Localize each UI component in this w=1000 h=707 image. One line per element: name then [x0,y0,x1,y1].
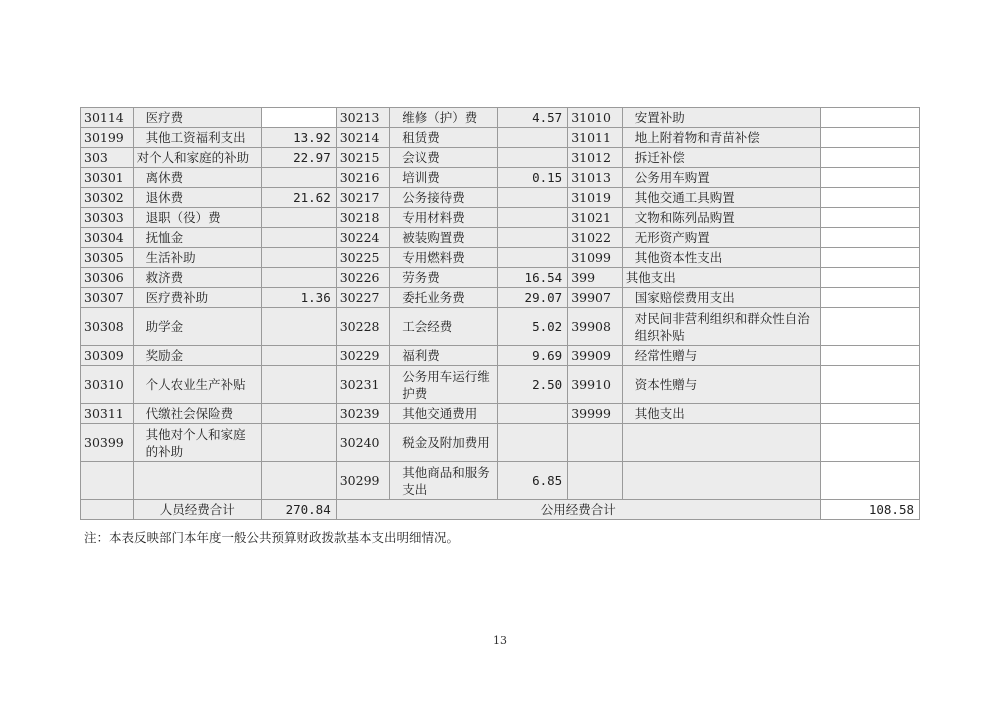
cell-amount-c [820,462,919,500]
expenditure-detail-table [80,107,920,520]
cell-amount-a [261,424,336,462]
cell-code-a: 30399 [81,424,134,462]
cell-item-c: 拆迁补偿 [622,148,820,168]
cell-item-b: 委托业务费 [390,288,498,308]
table-row [81,108,920,128]
cell-code-b: 30215 [336,148,390,168]
cell-amount-b [498,148,568,168]
cell-item-a: 代缴社会保险费 [133,404,261,424]
cell-item-c: 文物和陈列品购置 [622,208,820,228]
cell-item-a: 救济费 [133,268,261,288]
cell-code-c: 31099 [568,248,623,268]
cell-amount-c [820,168,919,188]
cell-code-c: 39909 [568,346,623,366]
cell-amount-b: 0.15 [498,168,568,188]
cell-item-b: 专用燃料费 [390,248,498,268]
cell-amount-b: 9.69 [498,346,568,366]
cell-amount-a [261,404,336,424]
table-row [81,248,920,268]
cell-item-a: 对个人和家庭的补助 [133,148,261,168]
cell-amount-a: 22.97 [261,148,336,168]
cell-item-b: 税金及附加费用 [390,424,498,462]
personnel-total-label: 人员经费合计 [133,500,261,520]
cell-code-c: 31019 [568,188,623,208]
totals-blank [81,500,134,520]
cell-amount-a [261,366,336,404]
cell-item-b: 劳务费 [390,268,498,288]
cell-amount-a [261,168,336,188]
cell-item-b: 被装购置费 [390,228,498,248]
cell-item-b: 专用材料费 [390,208,498,228]
cell-code-c: 39999 [568,404,623,424]
table-row [81,188,920,208]
cell-item-c: 其他支出 [622,268,820,288]
cell-code-a [81,462,134,500]
table-body [81,108,920,500]
table-row [81,228,920,248]
cell-item-a: 个人农业生产补贴 [133,366,261,404]
table-row [81,404,920,424]
cell-amount-b: 16.54 [498,268,568,288]
cell-code-b: 30226 [336,268,390,288]
table-row [81,462,920,500]
cell-item-c: 公务用车购置 [622,168,820,188]
cell-code-c [568,462,623,500]
cell-code-a: 30301 [81,168,134,188]
cell-item-c: 无形资产购置 [622,228,820,248]
cell-amount-a [261,308,336,346]
cell-amount-c [820,308,919,346]
cell-item-a: 生活补助 [133,248,261,268]
cell-code-a: 30311 [81,404,134,424]
table-row [81,148,920,168]
cell-amount-b: 29.07 [498,288,568,308]
cell-item-c: 其他交通工具购置 [622,188,820,208]
cell-amount-a [261,248,336,268]
cell-code-a: 30310 [81,366,134,404]
cell-code-c: 39910 [568,366,623,404]
cell-item-c: 地上附着物和青苗补偿 [622,128,820,148]
cell-amount-b [498,404,568,424]
cell-code-c [568,424,623,462]
table-row [81,346,920,366]
cell-item-a: 奖励金 [133,346,261,366]
cell-item-a: 其他工资福利支出 [133,128,261,148]
cell-item-b: 会议费 [390,148,498,168]
cell-amount-b: 2.50 [498,366,568,404]
cell-amount-c [820,228,919,248]
cell-item-a [133,462,261,500]
cell-item-a: 其他对个人和家庭的补助 [133,424,261,462]
cell-code-a: 30304 [81,228,134,248]
table-row [81,168,920,188]
table-row [81,288,920,308]
cell-code-c: 399 [568,268,623,288]
cell-item-c: 对民间非营利组织和群众性自治组织补贴 [622,308,820,346]
cell-code-b: 30214 [336,128,390,148]
cell-code-a: 30302 [81,188,134,208]
cell-item-c: 资本性赠与 [622,366,820,404]
cell-code-a: 30114 [81,108,134,128]
cell-code-c: 31011 [568,128,623,148]
cell-code-c: 31012 [568,148,623,168]
cell-amount-c [820,268,919,288]
cell-item-a: 离休费 [133,168,261,188]
cell-code-b: 30231 [336,366,390,404]
cell-code-b: 30299 [336,462,390,500]
cell-amount-c [820,148,919,168]
cell-item-c: 其他资本性支出 [622,248,820,268]
cell-amount-a [261,228,336,248]
cell-amount-b: 5.02 [498,308,568,346]
cell-amount-a [261,346,336,366]
cell-amount-c [820,404,919,424]
cell-amount-c [820,188,919,208]
cell-code-a: 30308 [81,308,134,346]
cell-amount-c [820,248,919,268]
cell-item-b: 维修（护）费 [390,108,498,128]
cell-item-b: 工会经费 [390,308,498,346]
cell-code-a: 30306 [81,268,134,288]
table-row [81,424,920,462]
cell-amount-a: 13.92 [261,128,336,148]
cell-amount-c [820,108,919,128]
cell-amount-c [820,366,919,404]
cell-amount-a [261,462,336,500]
cell-code-b: 30229 [336,346,390,366]
cell-item-a: 退休费 [133,188,261,208]
cell-item-b: 租赁费 [390,128,498,148]
cell-item-c: 安置补助 [622,108,820,128]
cell-item-a: 抚恤金 [133,228,261,248]
table-row [81,308,920,346]
cell-code-b: 30217 [336,188,390,208]
cell-amount-b [498,208,568,228]
cell-item-c: 其他支出 [622,404,820,424]
cell-code-a: 30199 [81,128,134,148]
cell-item-b: 其他交通费用 [390,404,498,424]
cell-amount-c [820,128,919,148]
cell-amount-c [820,288,919,308]
cell-amount-c [820,424,919,462]
cell-item-b: 福利费 [390,346,498,366]
cell-code-b: 30218 [336,208,390,228]
cell-amount-a [261,268,336,288]
cell-item-a: 医疗费补助 [133,288,261,308]
cell-code-b: 30225 [336,248,390,268]
cell-code-b: 30239 [336,404,390,424]
cell-item-a: 助学金 [133,308,261,346]
totals-row [81,500,920,520]
cell-code-c: 31013 [568,168,623,188]
cell-amount-b [498,424,568,462]
page-number: 13 [493,634,507,647]
cell-code-b: 30216 [336,168,390,188]
cell-amount-c [820,346,919,366]
cell-amount-a: 21.62 [261,188,336,208]
cell-item-b: 公务用车运行维护费 [390,366,498,404]
cell-code-b: 30227 [336,288,390,308]
cell-code-b: 30228 [336,308,390,346]
table-row [81,268,920,288]
cell-code-a: 303 [81,148,134,168]
cell-item-c: 经常性赠与 [622,346,820,366]
cell-amount-a [261,108,336,128]
cell-item-b: 其他商品和服务支出 [390,462,498,500]
cell-amount-b [498,228,568,248]
cell-code-a: 30307 [81,288,134,308]
public-total-value: 108.58 [820,500,919,520]
cell-amount-b: 4.57 [498,108,568,128]
cell-code-c: 31022 [568,228,623,248]
public-total-label: 公用经费合计 [336,500,820,520]
cell-amount-a: 1.36 [261,288,336,308]
cell-amount-c [820,208,919,228]
table-row [81,128,920,148]
cell-amount-b [498,188,568,208]
cell-code-c: 31021 [568,208,623,228]
table-row [81,366,920,404]
cell-item-a: 退职（役）费 [133,208,261,228]
cell-item-a: 医疗费 [133,108,261,128]
cell-amount-a [261,208,336,228]
cell-code-c: 39907 [568,288,623,308]
cell-code-c: 39908 [568,308,623,346]
cell-item-b: 公务接待费 [390,188,498,208]
cell-amount-b: 6.85 [498,462,568,500]
cell-item-b: 培训费 [390,168,498,188]
cell-code-b: 30213 [336,108,390,128]
cell-code-b: 30224 [336,228,390,248]
cell-code-a: 30305 [81,248,134,268]
cell-code-a: 30309 [81,346,134,366]
table-footnote: 注：本表反映部门本年度一般公共预算财政拨款基本支出明细情况。 [84,530,460,545]
cell-code-c: 31010 [568,108,623,128]
table-row [81,208,920,228]
cell-item-c [622,424,820,462]
cell-amount-b [498,248,568,268]
cell-item-c [622,462,820,500]
cell-code-a: 30303 [81,208,134,228]
cell-amount-b [498,128,568,148]
cell-item-c: 国家赔偿费用支出 [622,288,820,308]
cell-code-b: 30240 [336,424,390,462]
personnel-total-value: 270.84 [261,500,336,520]
